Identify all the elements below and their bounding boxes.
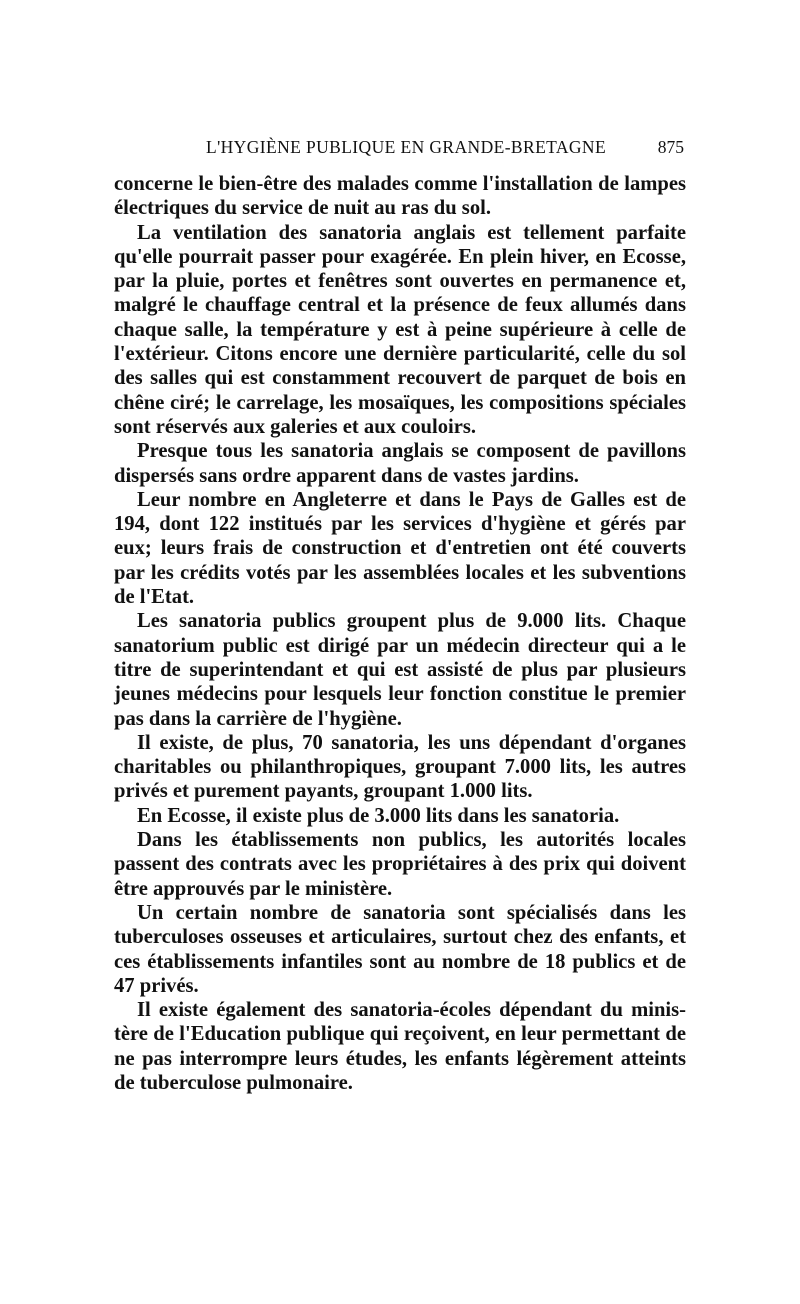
paragraph-continued: concerne le bien-être des malades comme l'installation de lampes électriques du service de nuit au ras du sol. xyxy=(114,173,686,220)
body-text xyxy=(114,172,686,1095)
running-head xyxy=(114,134,684,160)
paragraph-scotland: En Ecosse, il existe plus de 3.000 lits dans les sanatoria. xyxy=(137,804,620,827)
paragraph-specialized: Un certain nombre de sanatoria sont spécialisés dans les tuberculoses osseuses et articulaires, surtout chez des enfants, et ces établissements infantiles sont au nombre de 18 publics et de 47 privés. xyxy=(114,901,686,997)
paragraph-ventilation: La ventilation des sanatoria anglais est tellement parfaite qu'elle pourrait passer pour exagérée. En plein hiver, en Ecosse, par la pluie, portes et fenêtres sont ouvertes en permanence et, malgré le chauffage central et la présence de feux allumés dans chaque salle, la température y est à peine supérieure à celle de l'extérieur. Citons encore une dernière particularité, celle du sol des salles qui est constamment recouvert de parquet de bois en chêne ciré; le carrelage, les mosaïques, les compositions spéciales sont réservés aux galeries et aux couloirs. xyxy=(114,221,686,438)
running-title: L'HYGIÈNE PUBLIQUE EN GRANDE-BRETAGNE xyxy=(206,137,607,157)
paragraph-number-england-wales: Leur nombre en Angleterre et dans le Pays de Galles est de 194, dont 122 institués par les services d'hygiène et gérés par eux; leurs frais de construction et d'entretien ont été couverts par les crédits votés par les assemblées locales et les subventions de l'Etat. xyxy=(114,488,686,609)
paragraph-school-sanatoria: Il existe également des sanatoria-écoles dépendant du ministère de l'Education publique qui reçoivent, en leur permettant de ne pas interrompre leurs études, les enfants légèrement atteints de tuberculose pulmonaire. xyxy=(114,999,686,1094)
paragraph-public-beds: Les sanatoria publics groupent plus de 9.000 lits. Chaque sanatorium public est dirigé par un médecin directeur qui a le titre de superintendant et qui est assisté de plus par plusieurs jeunes médecins pour lesquels leur fonction constitue le premier pas dans la carrière de l'hygiène. xyxy=(114,610,686,730)
paragraph-contracts: Dans les établissements non publics, les autorités locales passent des contrats avec les propriétaires à des prix qui doivent être approuvés par le ministère. xyxy=(114,829,686,900)
page-number: 875 xyxy=(657,137,684,157)
paragraph-private-sanatoria: Il existe, de plus, 70 sanatoria, les uns dépendant d'organes charitables ou philanthropiques, groupant 7.000 lits, les autres privés et purement payants, groupant 1.000 lits. xyxy=(114,731,686,803)
paragraph-pavilions: Presque tous les sanatoria anglais se composent de pavillons dispersés sans ordre apparent dans de vastes jardins. xyxy=(114,440,686,487)
